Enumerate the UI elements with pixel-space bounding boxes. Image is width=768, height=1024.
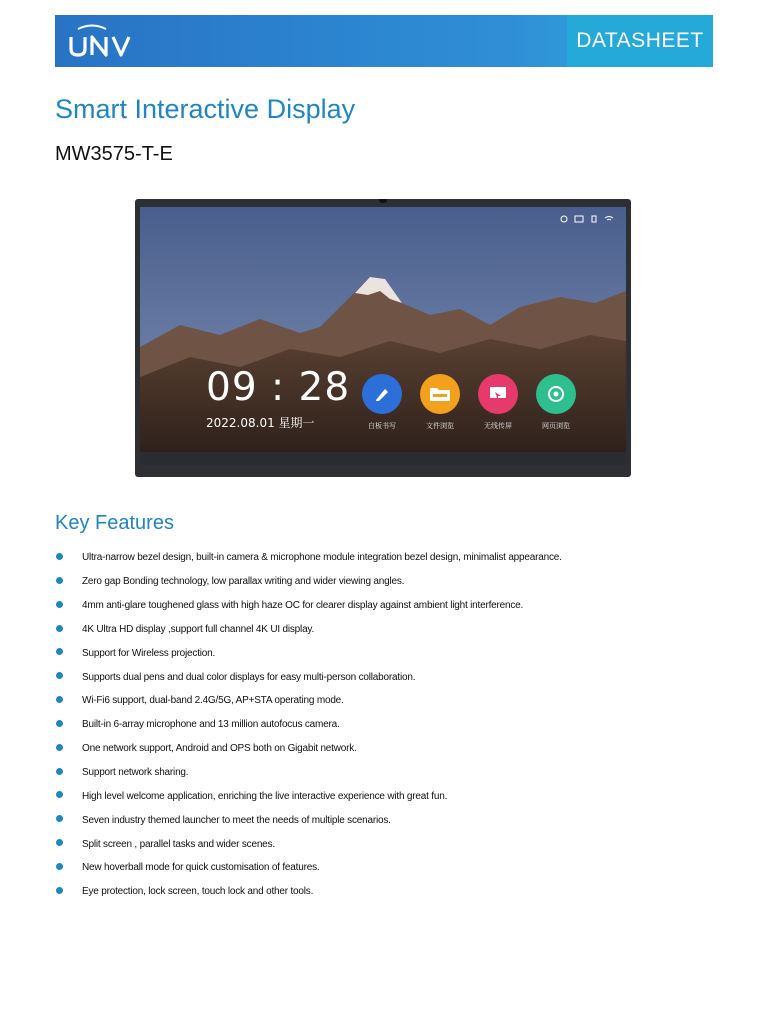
datasheet-label <box>567 15 713 67</box>
feature-text: Built-in 6-array microphone and 13 million autofocus camera. <box>82 719 340 731</box>
header-banner <box>55 15 713 67</box>
list-item <box>55 594 715 618</box>
datasheet-text: DATASHEET <box>576 29 704 52</box>
bullet-icon <box>56 720 63 727</box>
bullet-icon <box>56 625 63 632</box>
feature-text: High level welcome application, enriching the live interactive experience with great fun. <box>82 790 448 802</box>
feature-text: Support network sharing. <box>82 767 189 779</box>
list-item <box>55 570 715 594</box>
page-title: Smart Interactive Display <box>55 94 356 124</box>
list-item <box>55 880 715 904</box>
feature-text: New hoverball mode for quick customisation of features. <box>82 862 320 874</box>
usb-icon <box>589 215 599 223</box>
list-item <box>55 808 715 832</box>
app-whiteboard <box>362 374 402 431</box>
key-features-heading: Key Features <box>55 512 174 534</box>
camera-module <box>379 199 387 203</box>
screen-date: 2022.08.01 星期一 <box>206 416 315 430</box>
list-item <box>55 665 715 689</box>
feature-text: 4mm anti-glare toughened glass with high haze OC for clearer display against ambient light interference. <box>82 600 524 612</box>
pen-icon <box>362 374 402 414</box>
feature-text: 4K Ultra HD display ,support full channel 4K UI display. <box>82 623 315 635</box>
feature-text: Supports dual pens and dual color displays for easy multi-person collaboration. <box>82 671 416 683</box>
bullet-icon <box>56 696 63 703</box>
list-item <box>55 784 715 808</box>
bullet-icon <box>56 768 63 775</box>
feature-text: One network support, Android and OPS both on Gigabit network. <box>82 743 357 755</box>
app-browser <box>536 374 576 431</box>
status-bar <box>559 215 614 223</box>
bullet-icon <box>56 553 63 560</box>
bullet-icon <box>56 839 63 846</box>
list-item <box>55 761 715 785</box>
app-cast <box>478 374 518 431</box>
unv-logo <box>68 23 134 64</box>
bullet-icon <box>56 791 63 798</box>
bullet-icon <box>56 887 63 894</box>
wifi-icon <box>604 215 614 223</box>
app-files <box>420 374 460 431</box>
screen-clock: 09 : 28 <box>206 365 351 410</box>
bullet-icon <box>56 577 63 584</box>
feature-text: Ultra-narrow bezel design, built-in camera & microphone module integration bezel design, minimalist appearance. <box>82 552 562 564</box>
feature-text: Zero gap Bonding technology, low parallax writing and wider viewing angles. <box>82 576 405 588</box>
app-launcher <box>362 374 576 431</box>
list-item <box>55 618 715 642</box>
list-item <box>55 832 715 856</box>
bullet-icon <box>56 601 63 608</box>
list-item <box>55 546 715 570</box>
feature-text: Support for Wireless projection. <box>82 647 216 659</box>
feature-text: Seven industry themed launcher to meet the needs of multiple scenarios. <box>82 814 391 826</box>
list-item <box>55 737 715 761</box>
bullet-icon <box>56 863 63 870</box>
feature-text: Split screen , parallel tasks and wider scenes. <box>82 838 275 850</box>
model-number: MW3575-T-E <box>55 143 173 165</box>
bullet-icon <box>56 648 63 655</box>
app-label: 白板书写 <box>368 422 396 430</box>
bullet-icon <box>56 672 63 679</box>
list-item <box>55 713 715 737</box>
app-label: 文件浏览 <box>426 422 454 430</box>
folder-icon <box>420 374 460 414</box>
browser-icon <box>536 374 576 414</box>
product-image <box>135 199 631 477</box>
list-item <box>55 689 715 713</box>
app-label: 无线传屏 <box>484 422 512 430</box>
bullet-icon <box>56 815 63 822</box>
app-label: 网页浏览 <box>542 422 570 430</box>
bullet-icon <box>56 744 63 751</box>
feature-text: Eye protection, lock screen, touch lock and other tools. <box>82 886 314 898</box>
display-screen <box>140 207 626 465</box>
mail-icon <box>574 215 584 223</box>
list-item <box>55 641 715 665</box>
nfc-icon <box>559 215 569 223</box>
cast-icon <box>478 374 518 414</box>
key-features-list <box>55 546 715 904</box>
list-item <box>55 856 715 880</box>
feature-text: Wi-Fi6 support, dual-band 2.4G/5G, AP+STA operating mode. <box>82 695 344 707</box>
